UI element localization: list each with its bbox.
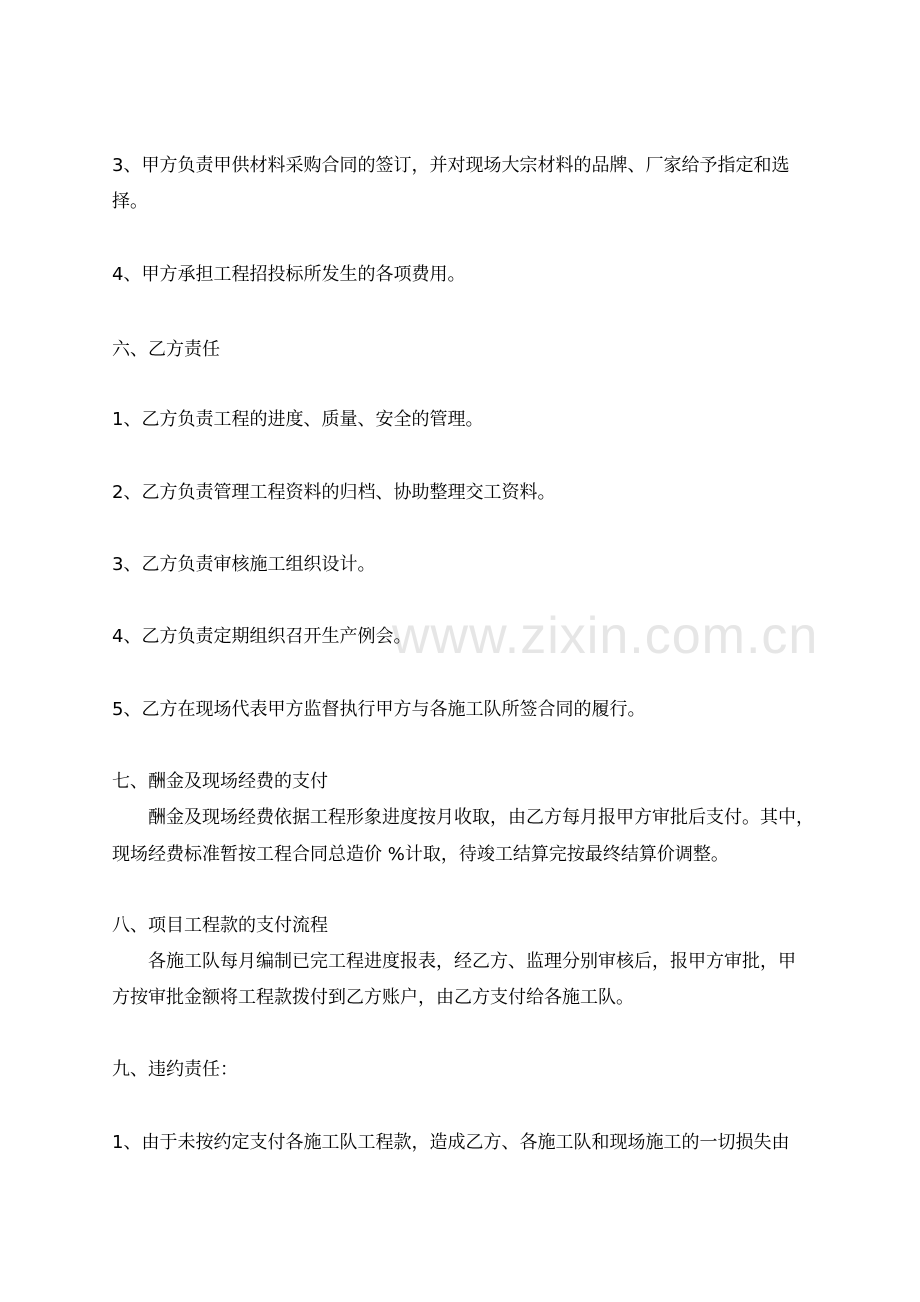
section-heading-6: 六、乙方责任 bbox=[112, 339, 220, 360]
watermark: www.zixin.com.cn bbox=[392, 607, 819, 665]
para-8-line2: 方按审批金额将工程款拨付到乙方账户，由乙方支付给各施工队。 bbox=[112, 987, 634, 1008]
clause-b1: 1、乙方负责工程的进度、质量、安全的管理。 bbox=[112, 409, 484, 430]
clause-a4: 4、甲方承担工程招投标所发生的各项费用。 bbox=[112, 264, 466, 285]
clause-b5: 5、乙方在现场代表甲方监督执行甲方与各施工队所签合同的履行。 bbox=[112, 699, 646, 720]
clause-a3-line1: 3、甲方负责甲供材料采购合同的签订，并对现场大宗材料的品牌、厂家给予指定和选 bbox=[112, 155, 790, 176]
para-7-line1: 酬金及现场经费依据工程形象进度按月收取，由乙方每月报甲方审批后支付。其中， bbox=[148, 807, 814, 828]
section-heading-9: 九、违约责任： bbox=[112, 1059, 238, 1080]
clause-b4: 4、乙方负责定期组织召开生产例会。 bbox=[112, 626, 412, 647]
clause-b2: 2、乙方负责管理工程资料的归档、协助整理交工资料。 bbox=[112, 482, 556, 503]
clause-c1: 1、由于未按约定支付各施工队工程款，造成乙方、各施工队和现场施工的一切损失由 bbox=[112, 1132, 790, 1153]
section-heading-8: 八、项目工程款的支付流程 bbox=[112, 915, 328, 936]
para-8-line1: 各施工队每月编制已完工程进度报表，经乙方、监理分别审核后，报甲方审批，甲 bbox=[148, 951, 796, 972]
clause-a3-line2: 择。 bbox=[112, 191, 148, 212]
section-heading-7: 七、酬金及现场经费的支付 bbox=[112, 771, 328, 792]
clause-b3: 3、乙方负责审核施工组织设计。 bbox=[112, 554, 376, 575]
para-7-line2: 现场经费标准暂按工程合同总造价 %计取，待竣工结算完按最终结算价调整。 bbox=[112, 844, 729, 865]
